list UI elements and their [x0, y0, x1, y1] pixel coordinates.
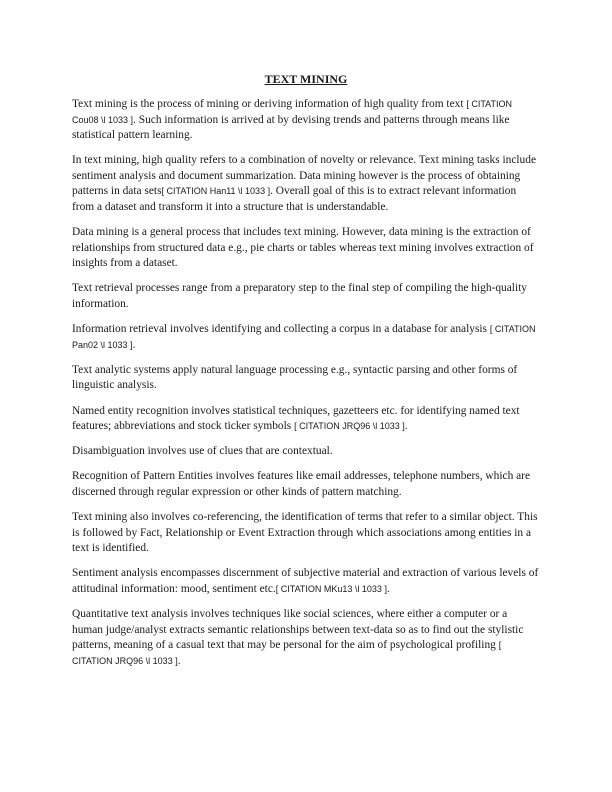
- paragraph-text: Text mining also involves co-referencing, the identification of terms that refer to a similar object. This is followed by Fact, Relationship or Event Extraction through which associations among entities in a text is identified.: [72, 510, 538, 555]
- paragraph-text: In text mining, high quality refers to a combination of novelty or relevance. Text mining tasks include sentiment analysis and document summarization. Data mining however is the process of obtaining patterns in data sets: [72, 154, 536, 198]
- paragraph-text: Quantitative text analysis involves techniques like social sciences, where either a computer or a human judge/analyst extracts semantic relationships between text-data so as to find out the stylistic patterns, meaning of a casual text that may be personal for the aim of psychological profiling: [72, 607, 524, 652]
- paragraph: [72, 469, 540, 500]
- paragraph: [72, 97, 540, 144]
- paragraph-text: Text retrieval processes range from a preparatory step to the final step of compiling the high-quality information.: [72, 282, 527, 311]
- paragraph-text: .: [177, 654, 181, 667]
- paragraph-text: .: [386, 582, 390, 595]
- paragraph-text: Named entity recognition involves statistical techniques, gazetteers etc. for identifying named text features; abbreviations and stock ticker symbols: [72, 404, 520, 433]
- paragraph-text: Recognition of Pattern Entities involves features like email addresses, telephone numbers, which are discerned through regular expression or other kinds of pattern matching.: [72, 470, 531, 498]
- document-title: TEXT MINING: [264, 72, 348, 86]
- paragraph: [72, 363, 540, 394]
- citation-field: [ CITATION JRQ96 \l 1033 ]: [72, 640, 502, 666]
- paragraph: [72, 404, 540, 435]
- citation-field: [ CITATION Han11 \l 1033 ]: [161, 186, 271, 197]
- paragraph: [72, 444, 540, 460]
- paragraph: [72, 566, 540, 597]
- paragraph-text: . Such information is arrived at by devising trends and patterns through means like statistical pattern learning.: [72, 113, 510, 142]
- paragraph-text: .: [404, 420, 408, 433]
- paragraph-text: Information retrieval involves identifying and collecting a corpus in a database for analysis: [72, 323, 490, 336]
- paragraph: [72, 225, 540, 272]
- document-body: [72, 97, 540, 669]
- citation-field: [ CITATION Pan02 \l 1033 ]: [72, 324, 536, 350]
- paragraph-text: Text analytic systems apply natural language processing e.g., syntactic parsing and other forms of linguistic analysis.: [72, 363, 518, 392]
- paragraph-text: Sentiment analysis encompasses discernment of subjective material and extraction of various levels of attitudinal information: mood, sentiment etc.: [72, 567, 539, 595]
- paragraph-text: Disambiguation involves use of clues that are contextual.: [72, 445, 333, 458]
- paragraph-text: .: [132, 338, 136, 351]
- paragraph: [72, 281, 540, 312]
- paragraph: [72, 322, 540, 353]
- paragraph-text: Text mining is the process of mining or deriving information of high quality from text: [72, 98, 467, 110]
- paragraph: [72, 153, 540, 215]
- citation-field: [ CITATION JRQ96 \l 1033 ]: [294, 421, 405, 432]
- paragraph-text: Data mining is a general process that includes text mining. However, data mining is the extraction of relationships from structured data e.g., pie charts or tables whereas text mining involves extraction of insights from a dataset.: [72, 226, 534, 270]
- paragraph-text: . Overall goal of this is to extract relevant information from a dataset and transform it into a structure that is understandable.: [72, 185, 517, 214]
- citation-field: [ CITATION Cou08 \l 1033 ]: [72, 99, 512, 125]
- paragraph: [72, 510, 540, 557]
- paragraph: [72, 607, 540, 669]
- citation-field: [ CITATION MKu13 \l 1033 ]: [275, 583, 387, 594]
